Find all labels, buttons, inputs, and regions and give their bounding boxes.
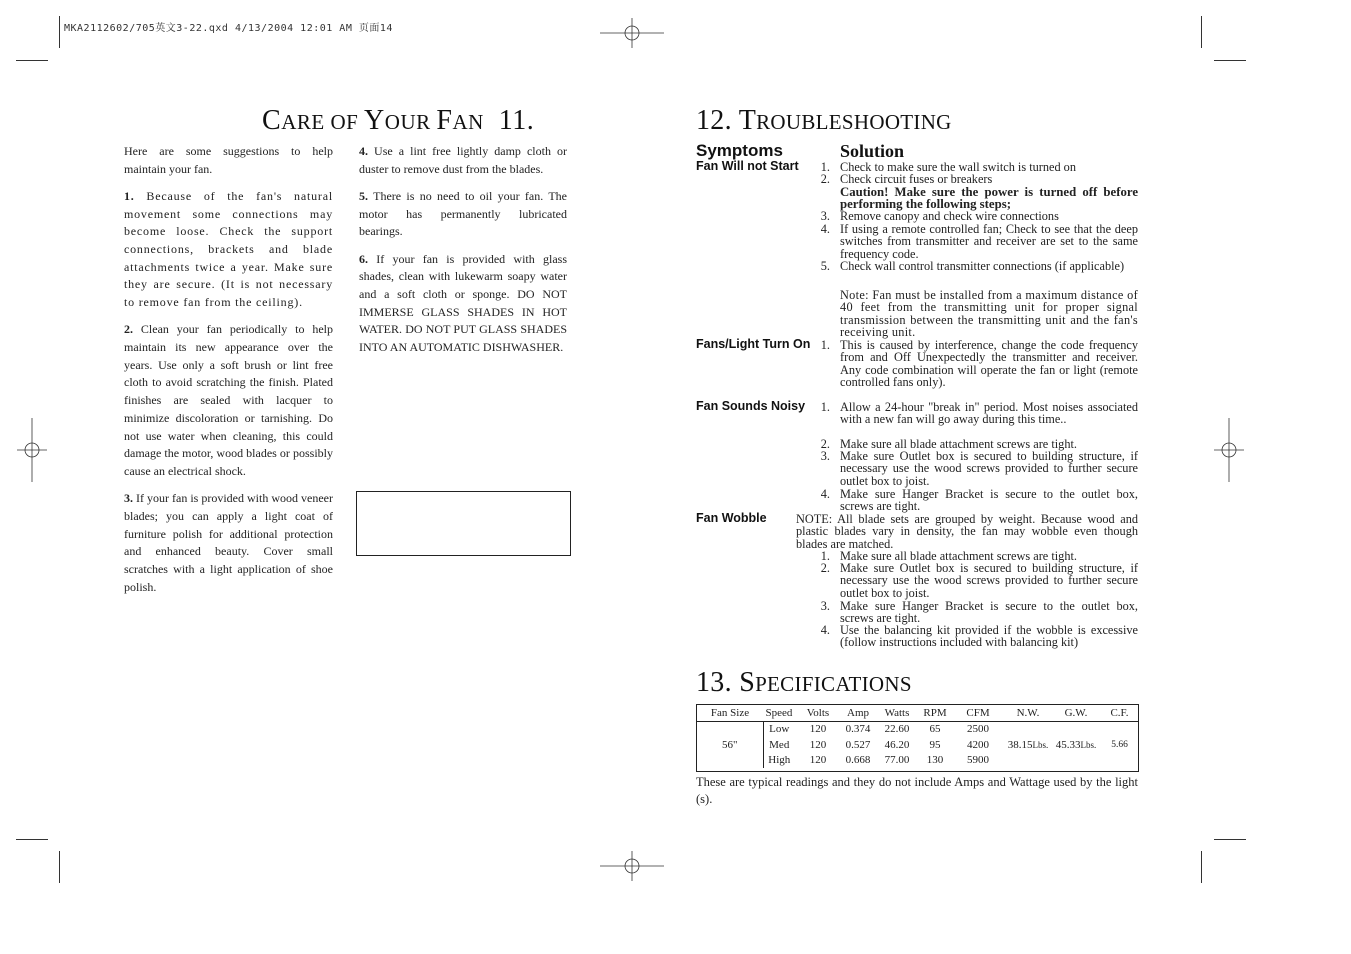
care-item-3: 3. If your fan is provided with wood veneer blades; you can apply a light coat of furniture polish for additional protection and enhanced beauty. Cover small scratches with a light application of shoe polish. [124,491,334,594]
registration-mark [600,851,664,881]
solution-step: 3. Make sure Hanger Bracket is secure to the outlet box, screws are tight. [820,599,1138,626]
nw-cell: 38.15Lbs. [1007,738,1049,751]
cf-cell: 5.66 [1111,739,1128,750]
cfm-cell: 5900 [967,754,989,767]
solution-step: 2. Make sure Outlet box is secured to building structure, if necessary use the wood screws provided to further secure outlet box to joist. [820,561,1138,600]
cfm-cell: 2500 [967,723,989,736]
watts-cell: 46.20 [884,738,910,751]
amp-cell: 0.527 [845,738,871,751]
watts-cell: 77.00 [884,754,910,767]
registration-mark [600,18,664,48]
amp-cell: 0.668 [845,754,871,767]
wobble-note: NOTE: All blade sets are grouped by weight. Because wood and plastic blades vary in density, the fan may wobble even though blades are matched. [796,512,1138,551]
crop-mark [1214,839,1246,840]
care-item-6: 6. If your fan is provided with glass shades, clean with lukewarm soapy water and a soft cloth or sponge. DO NOT IMMERSE GLASS SHADES IN HOT WATER. DO NOT PUT GLASS SHADES INTO AN AUTOMATIC DISHWASHER. [359,251,568,355]
crop-mark [16,60,48,61]
solution-step: 3. Remove canopy and check wire connections [820,209,1059,223]
volts-cell: 120 [809,723,827,736]
gw-cell: 45.33Lbs. [1055,738,1097,751]
solution-step: 5. Check wall control transmitter connections (if applicable) [820,259,1125,273]
caution-note: Caution! Make sure the power is turned off before performing the following steps; [840,185,1138,212]
volts-cell: 120 [809,754,827,767]
empty-box [356,491,571,556]
header-cell: Fan Size [710,706,750,719]
troubleshooting-title: 12. TROUBLESHOOTING [696,105,952,136]
speed-cell: Med [769,738,790,751]
amp-cell: 0.374 [845,723,871,736]
care-intro: Here are some suggestions to help maintain your fan. [124,144,333,176]
rpm-cell: 65 [929,723,941,736]
header-cell: RPM [923,706,947,719]
solution-step: 1. This is caused by interference, change the code frequency from and Off Unexpectedly the transmitter and receiver. Any code combination will operate the fan or light (remote controlled fans only). [820,338,1138,390]
care-item-2: 2. Clean your fan periodically to help maintain its new appearance over the years. Use only a soft brush or lint free cloth to avoid scratching the finish. Plated finishes are sealed with lacquer to minimize discoloration or tarnishing. Do not use water when cleaning, this could damage the motor, wood blades or possibly cause an electrical shock. [124,322,333,478]
header-cell: Watts [884,706,910,719]
header-cell: G.W. [1064,706,1088,719]
solution-step: 2. Check circuit fuses or breakers [820,172,993,186]
header-cell: C.F. [1110,706,1129,719]
symptoms-heading: Symptoms [696,141,783,160]
crop-mark [59,16,60,48]
registration-mark [1214,418,1244,482]
rpm-cell: 95 [929,738,941,751]
fan-size-cell: 56" [697,721,763,768]
spec-footnote: These are typical readings and they do not include Amps and Wattage used by the light (s). [696,775,1138,806]
crop-mark [59,851,60,883]
symptom-label: Fan Wobble [696,511,767,525]
registration-mark [17,418,47,482]
care-title: CARE OF YOUR FAN 11. [262,105,535,136]
file-slug: MKA2112602/705英文3-22.qxd 4/13/2004 12:01 AM 页面14 [64,23,393,34]
speed-cell: High [768,754,791,767]
symptom-label: Fans/Light Turn On [696,337,811,351]
crop-mark [1201,16,1202,48]
watts-cell: 22.60 [884,723,910,736]
crop-mark [16,839,48,840]
solution-step: 4. Make sure Hanger Bracket is secure to the outlet box, screws are tight. [820,487,1138,514]
crop-mark [1214,60,1246,61]
table-row [697,721,1138,737]
speed-cell: Low [769,723,790,736]
solution-step: 1. Allow a 24-hour "break in" period. Most noises associated with a new fan will go away during this time.. [820,400,1138,427]
volts-cell: 120 [809,738,827,751]
care-item-1: 1. Because of the fan's natural movement some connections may become loose. Check the support connections, brackets and blade attachments twice a year. Make sure they are secure. (It is not necessary to remove fan from the ceiling). [124,188,333,310]
care-column-1 [124,143,333,606]
solution-step: 1. Make sure all blade attachment screws are tight. [820,549,1077,563]
header-cell: CFM [966,706,990,719]
specifications-title: 13. SPECIFICATIONS [696,667,912,698]
care-item-5: 5. There is no need to oil your fan. The motor has permanently lubricated bearings. [359,188,567,239]
solution-step: 1. Check to make sure the wall switch is turned on [820,160,1076,174]
care-item-4: 4. Use a lint free lightly damp cloth or duster to remove dust from the blades. [359,144,567,176]
solution-heading: Solution [840,141,905,161]
rpm-cell: 130 [926,754,944,767]
header-cell: Volts [806,706,830,719]
care-column-2 [359,143,567,366]
header-cell: Speed [765,706,793,719]
header-cell: Amp [847,706,869,719]
distance-note: Note: Fan must be installed from a maximum distance of 40 feet from the transmitting unit for proper signal transmission between the transmitting unit and the fan's receiving unit. [840,288,1138,340]
specifications-table [696,704,1139,772]
spec-header-row [697,705,1138,721]
symptom-label: Fan Will not Start [696,159,799,173]
solution-step: 3. Make sure Outlet box is secured to building structure, if necessary use the wood screws provided to further secure outlet box to joist. [820,449,1138,488]
page-number: 11. [498,105,535,136]
header-cell: N.W. [1016,706,1040,719]
symptom-label: Fan Sounds Noisy [696,399,806,413]
crop-mark [1201,851,1202,883]
cfm-cell: 4200 [967,738,989,751]
solution-step: 4. If using a remote controlled fan; Check to see that the deep switches from transmitter and receiver are set to the same frequency code. [820,222,1138,261]
solution-step: 2. Make sure all blade attachment screws are tight. [820,437,1077,451]
solution-step: 4. Use the balancing kit provided if the wobble is excessive (follow instructions included with balancing kit) [820,623,1138,650]
